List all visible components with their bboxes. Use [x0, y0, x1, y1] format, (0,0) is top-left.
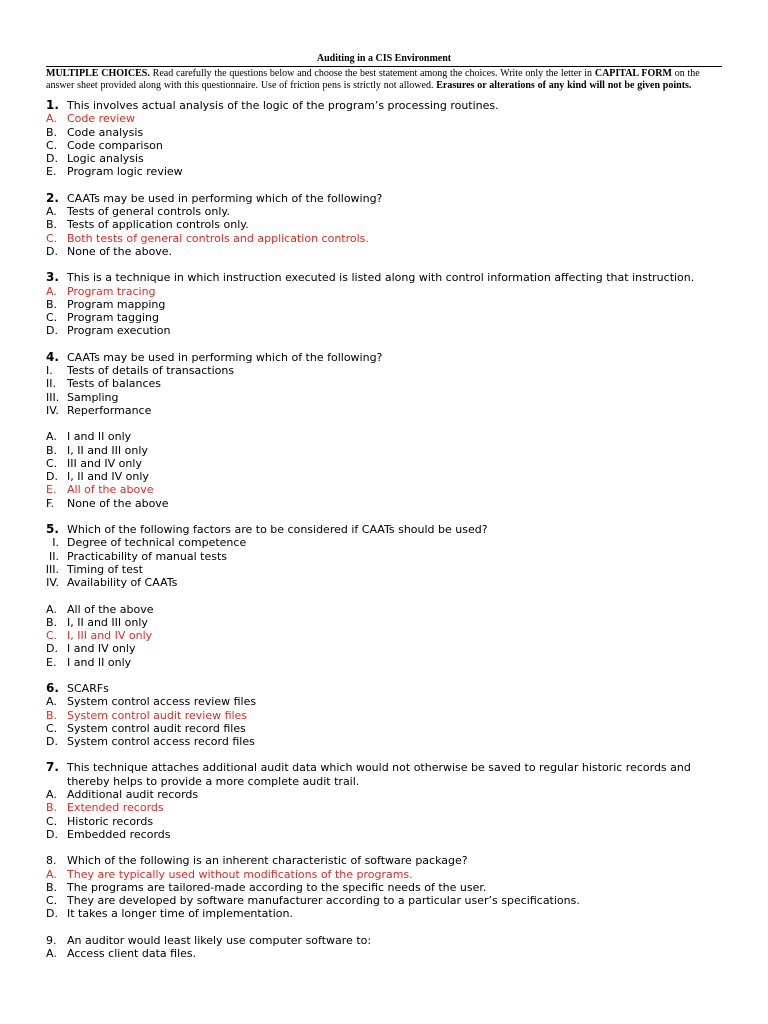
- question-stem: [46, 854, 722, 867]
- option-text: I and II only: [67, 655, 132, 669]
- question-text: This is a technique in which instruction executed is listed along with control information affecting that instruction.: [67, 271, 695, 285]
- answer-option: [46, 311, 722, 324]
- option-letter: E.: [46, 655, 57, 669]
- roman-item-text: Tests of details of transactions: [67, 364, 235, 378]
- option-text: Tests of general controls only.: [67, 205, 230, 219]
- question-number: 1.: [46, 98, 59, 112]
- question-number: 3.: [46, 270, 59, 285]
- option-text: System control access record files: [67, 735, 255, 749]
- answer-option-correct: [46, 868, 722, 881]
- question-number: 8.: [46, 854, 57, 868]
- answer-option: [46, 205, 722, 218]
- option-letter: B.: [46, 125, 58, 139]
- spacer: [46, 590, 722, 603]
- option-letter: A.: [46, 602, 57, 616]
- option-letter: D.: [46, 244, 58, 258]
- spacer: [46, 417, 722, 430]
- instructions-text-2: on the answer sheet provided along with this questionnaire. Use of friction pens is strictly not allowed.: [46, 68, 700, 91]
- roman-item-text: Availability of CAATs: [67, 576, 178, 590]
- option-text: I, II and III only: [67, 443, 148, 457]
- answer-option: [46, 603, 722, 616]
- question-number: 4.: [46, 349, 59, 364]
- question-6: [46, 682, 722, 748]
- option-text: III and IV only: [67, 456, 142, 470]
- option-letter: A.: [46, 112, 57, 126]
- option-letter: D.: [46, 642, 58, 656]
- roman-item: [46, 404, 722, 417]
- instructions-heading: MULTIPLE CHOICES.: [46, 68, 150, 79]
- option-text: Code review: [67, 112, 136, 126]
- question-number: 9.: [46, 933, 57, 947]
- option-text: I and IV only: [67, 642, 136, 656]
- option-letter: C.: [46, 814, 58, 828]
- option-letter: D.: [46, 735, 58, 749]
- question-number: 5.: [46, 522, 59, 537]
- option-letter: B.: [46, 218, 58, 232]
- question-stem: [46, 523, 722, 536]
- option-letter: A.: [46, 788, 57, 802]
- option-letter: C.: [46, 894, 58, 908]
- answer-option: [46, 165, 722, 178]
- question-stem: [46, 271, 722, 284]
- option-text: Additional audit records: [67, 788, 199, 802]
- question-text: Which of the following is an inherent characteristic of software package?: [67, 854, 468, 868]
- question-number: 2.: [46, 190, 59, 205]
- option-text: Both tests of general controls and application controls.: [67, 231, 369, 245]
- roman-numeral: II.: [49, 549, 59, 563]
- option-text: I, II and III only: [67, 615, 148, 629]
- option-letter: C.: [46, 456, 58, 470]
- answer-option: [46, 218, 722, 231]
- question-4: [46, 351, 722, 510]
- answer-option: [46, 497, 722, 510]
- option-text: System control audit record files: [67, 721, 246, 735]
- roman-item-text: Sampling: [67, 390, 119, 404]
- option-text: The programs are tailored-made according to the specific needs of the user.: [67, 880, 487, 894]
- option-text: It takes a longer time of implementation.: [67, 907, 293, 921]
- roman-numeral: IV.: [46, 403, 59, 417]
- option-letter: D.: [46, 907, 58, 921]
- option-text: They are developed by software manufacturer according to a particular user’s specifications.: [67, 894, 580, 908]
- option-letter: E.: [46, 483, 57, 497]
- option-text: Code comparison: [67, 138, 163, 152]
- answer-option: [46, 642, 722, 655]
- option-text: Access client data files.: [67, 947, 197, 961]
- roman-numeral: II.: [46, 377, 56, 391]
- option-letter: A.: [46, 947, 57, 961]
- question-stem: [46, 351, 722, 364]
- roman-numeral: I.: [52, 536, 59, 550]
- option-text: Program logic review: [67, 165, 183, 179]
- answer-option: [46, 815, 722, 828]
- answer-option: [46, 139, 722, 152]
- roman-item: [46, 550, 722, 563]
- question-stem: [46, 761, 722, 788]
- answer-option: [46, 735, 722, 748]
- answer-option: [46, 722, 722, 735]
- answer-option-correct: [46, 709, 722, 722]
- option-letter: D.: [46, 827, 58, 841]
- question-stem: [46, 682, 722, 695]
- option-letter: B.: [46, 801, 58, 815]
- option-text: I, II and IV only: [67, 470, 149, 484]
- roman-numeral: III.: [46, 390, 60, 404]
- question-stem: [46, 99, 722, 112]
- question-stem: [46, 934, 722, 947]
- option-text: All of the above: [67, 602, 154, 616]
- question-number: 7.: [46, 760, 59, 775]
- answer-option: [46, 907, 722, 920]
- question-8: [46, 854, 722, 920]
- question-9: [46, 934, 722, 961]
- option-text: Embedded records: [67, 827, 171, 841]
- answer-option: [46, 245, 722, 258]
- title-rule: [46, 66, 722, 67]
- option-text: Logic analysis: [67, 152, 144, 166]
- option-letter: B.: [46, 615, 58, 629]
- answer-option: [46, 152, 722, 165]
- roman-item: [46, 364, 722, 377]
- option-text: Tests of application controls only.: [67, 218, 249, 232]
- option-letter: A.: [46, 867, 57, 881]
- answer-option: [46, 656, 722, 669]
- answer-option: [46, 470, 722, 483]
- question-1: [46, 99, 722, 179]
- option-letter: C.: [46, 138, 58, 152]
- question-3: [46, 271, 722, 337]
- option-text: Code analysis: [67, 125, 144, 139]
- answer-option: [46, 881, 722, 894]
- answer-option-correct: [46, 285, 722, 298]
- option-letter: B.: [46, 880, 58, 894]
- roman-item: [46, 391, 722, 404]
- option-text: All of the above: [67, 483, 154, 497]
- option-letter: A.: [46, 205, 57, 219]
- instructions-text-1: Read carefully the questions below and choose the best statement among the choices. Write only the letter in: [149, 68, 595, 79]
- answer-option-correct: [46, 801, 722, 814]
- option-letter: C.: [46, 629, 58, 643]
- answer-option: [46, 324, 722, 337]
- option-text: None of the above.: [67, 244, 173, 258]
- answer-option: [46, 444, 722, 457]
- roman-numeral: III.: [45, 562, 59, 576]
- option-text: Program mapping: [67, 297, 166, 311]
- option-letter: C.: [46, 311, 58, 325]
- answer-option: [46, 894, 722, 907]
- answer-option: [46, 695, 722, 708]
- option-letter: B.: [46, 297, 58, 311]
- option-text: Program tagging: [67, 311, 159, 325]
- answer-option-correct: [46, 483, 722, 496]
- answer-option: [46, 430, 722, 443]
- option-letter: B.: [46, 708, 58, 722]
- answer-option: [46, 947, 722, 960]
- answer-option: [46, 298, 722, 311]
- option-letter: D.: [46, 152, 58, 166]
- option-text: Program execution: [67, 324, 171, 338]
- option-text: Historic records: [67, 814, 154, 828]
- roman-item-text: Degree of technical competence: [67, 536, 247, 550]
- roman-item: [46, 536, 722, 549]
- roman-item: [46, 377, 722, 390]
- option-text: System control access review files: [67, 695, 257, 709]
- answer-option: [46, 828, 722, 841]
- option-text: Program tracing: [67, 284, 156, 298]
- question-text: An auditor would least likely use computer software to:: [67, 933, 372, 947]
- answer-option-correct: [46, 629, 722, 642]
- option-text: System control audit review files: [67, 708, 248, 722]
- answer-option-correct: [46, 112, 722, 125]
- question-text: CAATs may be used in performing which of the following?: [67, 350, 383, 364]
- question-2: [46, 192, 722, 258]
- answer-option: [46, 616, 722, 629]
- roman-item-text: Reperformance: [67, 403, 152, 417]
- question-list: [46, 99, 722, 960]
- roman-numeral: I.: [46, 364, 53, 378]
- option-letter: A.: [46, 695, 57, 709]
- instructions-capital-form: CAPITAL FORM: [594, 68, 672, 79]
- option-text: Extended records: [67, 801, 164, 815]
- instructions-erasures: Erasures or alterations of any kind will not be given points.: [436, 79, 692, 91]
- option-text: They are typically used without modifications of the programs.: [67, 867, 413, 881]
- option-text: I and II only: [67, 430, 132, 444]
- answer-option-correct: [46, 232, 722, 245]
- answer-option: [46, 457, 722, 470]
- roman-numeral: IV.: [46, 576, 59, 590]
- instructions: [46, 68, 722, 91]
- option-letter: A.: [46, 430, 57, 444]
- answer-option: [46, 126, 722, 139]
- question-number: 6.: [46, 680, 59, 695]
- roman-item-text: Tests of balances: [67, 377, 162, 391]
- question-text: Which of the following factors are to be considered if CAATs should be used?: [67, 523, 488, 537]
- question-text: CAATs may be used in performing which of the following?: [67, 191, 383, 205]
- roman-item-text: Timing of test: [67, 562, 143, 576]
- question-text: This technique attaches additional audit data which would not otherwise be saved to regular historic records and thereby helps to provide a more complete audit trail.: [67, 761, 691, 788]
- option-letter: F.: [46, 496, 55, 510]
- option-letter: C.: [46, 721, 58, 735]
- option-letter: D.: [46, 324, 58, 338]
- question-stem: [46, 192, 722, 205]
- option-letter: E.: [46, 165, 57, 179]
- question-text: SCARFs: [67, 681, 109, 695]
- option-letter: A.: [46, 284, 57, 298]
- option-text: None of the above: [67, 496, 169, 510]
- question-text: This involves actual analysis of the logic of the program’s processing routines.: [67, 99, 499, 112]
- roman-item-text: Practicability of manual tests: [67, 549, 228, 563]
- option-text: I, III and IV only: [67, 629, 153, 643]
- roman-item: [46, 576, 722, 589]
- document-title: Auditing in a CIS Environment: [316, 53, 452, 64]
- option-letter: B.: [46, 443, 58, 457]
- answer-option: [46, 788, 722, 801]
- roman-item: [46, 563, 722, 576]
- question-7: [46, 761, 722, 841]
- question-5: [46, 523, 722, 669]
- option-letter: C.: [46, 231, 58, 245]
- option-letter: D.: [46, 470, 58, 484]
